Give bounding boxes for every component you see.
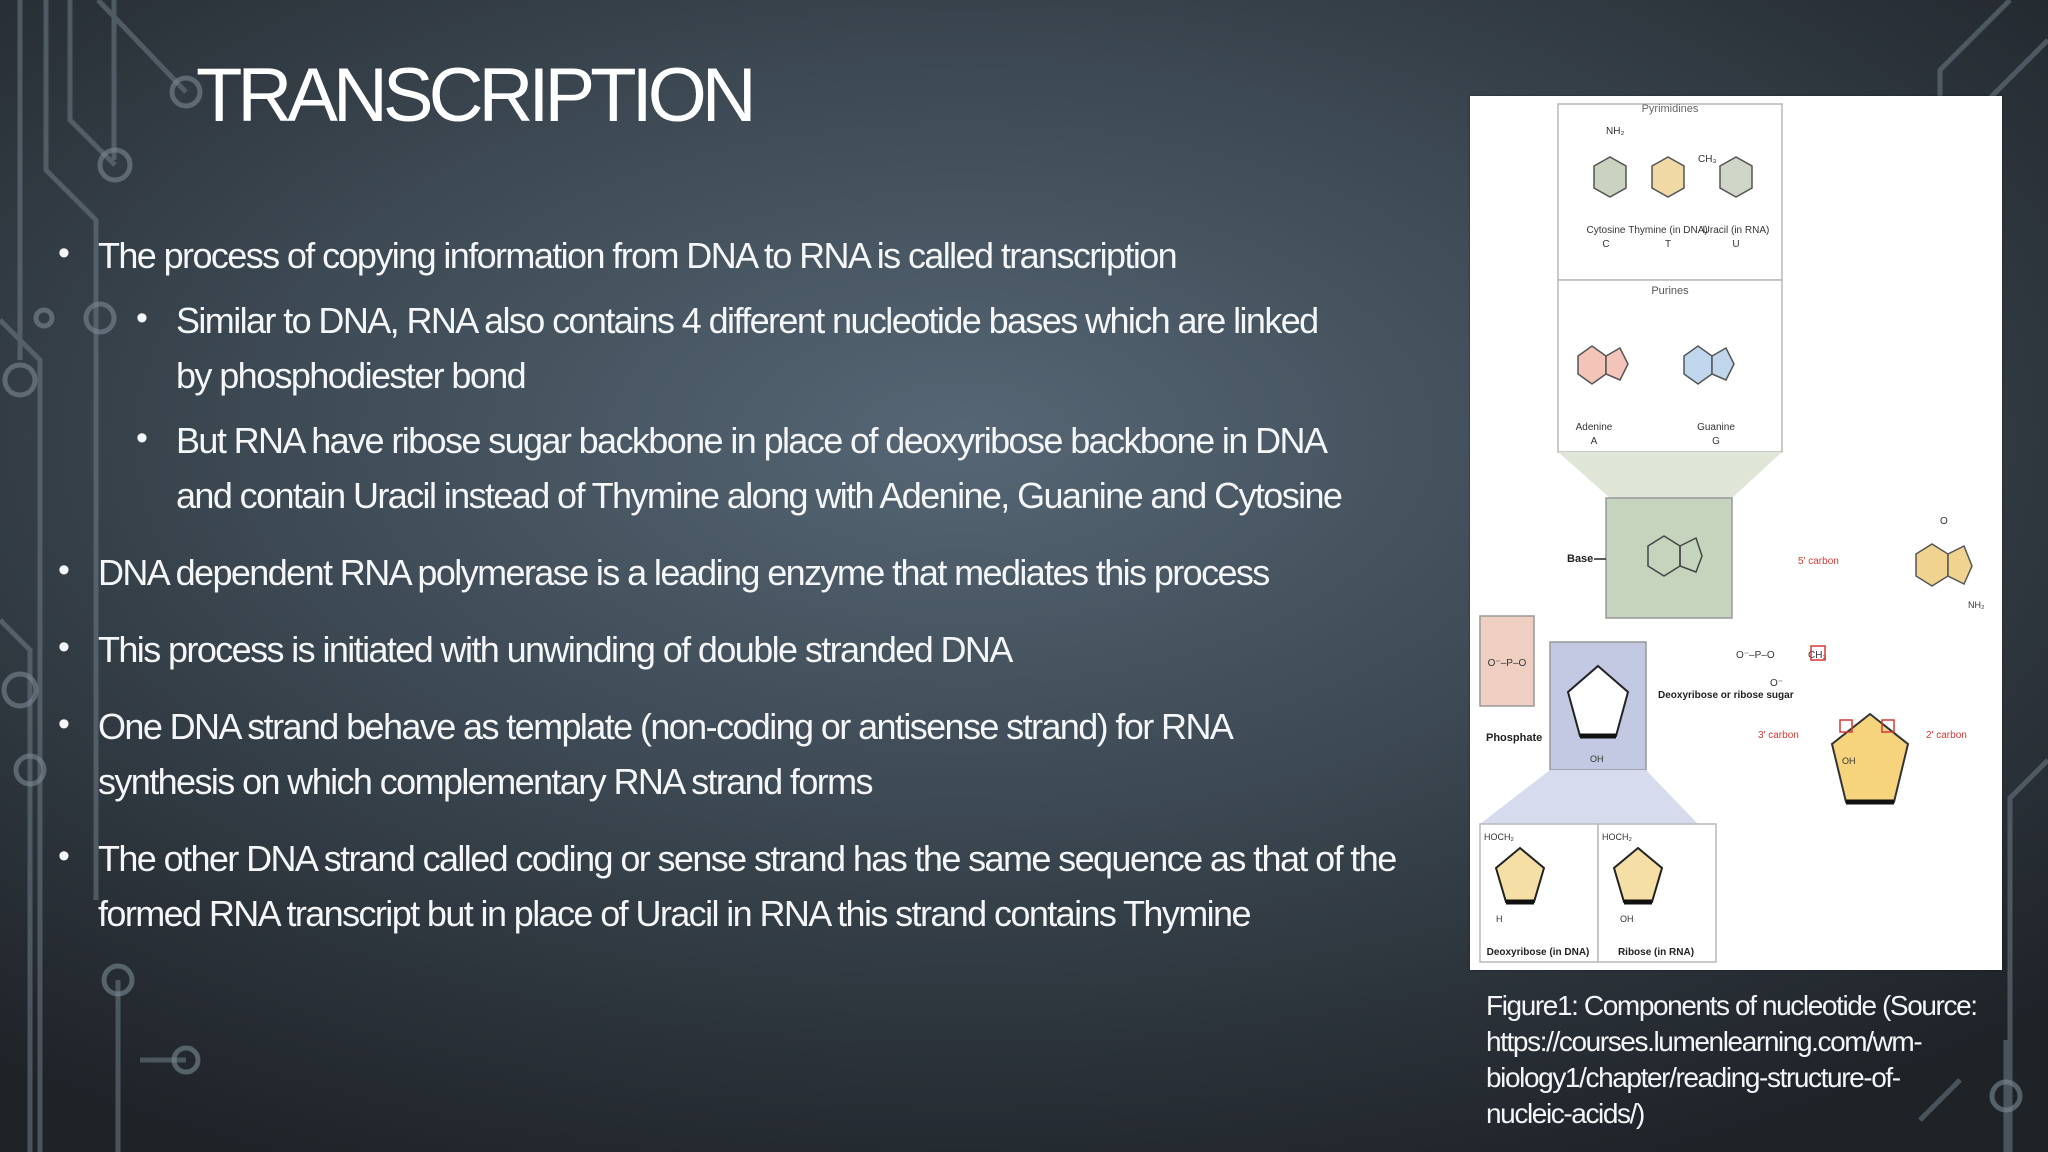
sugar-label: Deoxyribose or ribose sugar <box>1658 690 1794 701</box>
base-box <box>1606 498 1732 618</box>
base-label: Base <box>1567 553 1594 565</box>
funnel-shape <box>1558 452 1782 498</box>
bullet-item <box>58 622 1430 677</box>
phosphate-group-label: O⁻–P–O <box>1487 658 1527 669</box>
oh-label: OH <box>1842 756 1856 766</box>
sub-bullet-item <box>136 413 1430 523</box>
ribose-label: Ribose (in RNA) <box>1617 947 1695 958</box>
caption-line: biology1/chapter/reading-structure-of- <box>1486 1062 1900 1093</box>
funnel-shape <box>1480 770 1698 824</box>
bullet-text: The other DNA strand called coding or sense strand has the same sequence as that of the <box>98 838 1396 879</box>
o-label: O <box>1940 516 1948 527</box>
caption-line: nucleic-acids/) <box>1486 1098 1644 1129</box>
uracil-letter: U <box>1732 239 1740 250</box>
bullet-item <box>58 699 1430 809</box>
bullet-text: by phosphodiester bond <box>176 355 526 396</box>
bullet-dot: • <box>58 551 69 589</box>
bullet-text: But RNA have ribose sugar backbone in place of deoxyribose backbone in DNA <box>176 420 1327 461</box>
bullet-item <box>58 831 1430 941</box>
five-carbon-label: 5' carbon <box>1798 556 1839 567</box>
guanine-letter: G <box>1712 436 1720 447</box>
bullet-item <box>58 228 1430 283</box>
adenine-label: Adenine <box>1575 422 1613 433</box>
ribose-panel <box>1598 824 1716 962</box>
bullet-text: One DNA strand behave as template (non-coding or antisense strand) for RNA <box>98 706 1233 747</box>
bullet-text: The process of copying information from DNA to RNA is called transcription <box>98 235 1177 276</box>
bullet-dot: • <box>58 628 69 666</box>
uracil-label: Uracil (in RNA) <box>1702 225 1770 236</box>
deoxyribose-label: Deoxyribose (in DNA) <box>1486 947 1590 958</box>
caption-line: https://courses.lumenlearning.com/wm- <box>1486 1026 1922 1057</box>
bullet-text: DNA dependent RNA polymerase is a leading enzyme that mediates this process <box>98 552 1269 593</box>
caption-line: Figure1: Components of nucleotide (Source: <box>1486 990 1977 1021</box>
three-carbon-label: 3' carbon <box>1758 730 1799 741</box>
hoch2-label: HOCH₂ <box>1484 832 1514 842</box>
phosphate-label: Phosphate <box>1486 732 1543 744</box>
guanine-label: Guanine <box>1697 422 1735 433</box>
bullet-item <box>58 545 1430 600</box>
bullet-text: synthesis on which complementary RNA strand forms <box>98 761 872 802</box>
adenine-letter: A <box>1590 436 1598 447</box>
cytosine-ring-icon <box>1594 157 1626 197</box>
o-minus-label: O⁻ <box>1770 678 1784 689</box>
thymine-label: Thymine (in DNA) <box>1628 225 1708 236</box>
oh-label: OH <box>1620 914 1634 924</box>
two-carbon-label: 2' carbon <box>1926 730 1967 741</box>
purines-label: Purines <box>1651 285 1689 297</box>
thymine-letter: T <box>1664 239 1672 250</box>
cytosine-letter: C <box>1602 239 1610 250</box>
pyrimidines-label: Pyrimidines <box>1641 103 1699 115</box>
thymine-ring-icon <box>1652 157 1684 197</box>
uracil-ring-icon <box>1720 157 1752 197</box>
figure-caption <box>1486 988 2006 1132</box>
bullet-list <box>58 228 1430 941</box>
sub-bullet-item <box>136 293 1430 403</box>
bullet-dot: • <box>136 419 147 457</box>
nh2-label: NH₂ <box>1606 126 1625 137</box>
bullet-dot: • <box>58 837 69 875</box>
bullet-dot: • <box>136 299 147 337</box>
purine-ring-icon <box>1948 546 1972 584</box>
slide-title: TRANSCRIPTION <box>196 53 752 138</box>
bullet-dot: • <box>58 705 69 743</box>
deoxyribose-panel <box>1480 824 1598 962</box>
hoch2-label: HOCH₂ <box>1602 832 1632 842</box>
h-label: H <box>1496 914 1503 924</box>
nh2-label: NH₂ <box>1968 600 1985 610</box>
cytosine-label: Cytosine <box>1586 225 1626 236</box>
bullet-dot: • <box>58 234 69 272</box>
ch2-label: CH₂ <box>1808 650 1827 661</box>
nucleotide-figure <box>1470 96 2002 970</box>
bullet-text: and contain Uracil instead of Thymine along with Adenine, Guanine and Cytosine <box>176 475 1342 516</box>
ch3-label: CH₃ <box>1698 154 1717 165</box>
oh-label: OH <box>1590 754 1604 764</box>
bullet-text: formed RNA transcript but in place of Uracil in RNA this strand contains Thymine <box>98 893 1250 934</box>
bullet-text: Similar to DNA, RNA also contains 4 different nucleotide bases which are linked <box>176 300 1318 341</box>
bullet-text: This process is initiated with unwinding of double stranded DNA <box>98 629 1012 670</box>
purine-ring-icon <box>1916 544 1948 586</box>
phosphate-group-label: O⁻–P–O <box>1736 650 1775 661</box>
